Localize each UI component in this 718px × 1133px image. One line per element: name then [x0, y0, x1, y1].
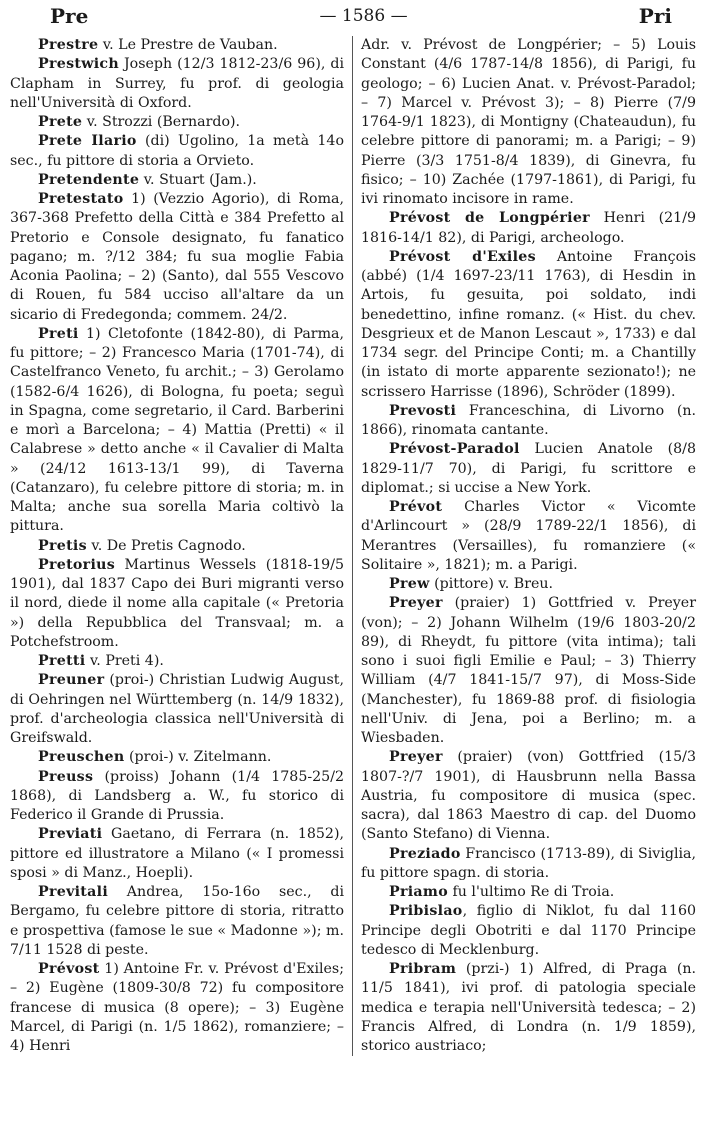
entry-headword: Prew: [389, 576, 430, 592]
left-column: [10, 36, 353, 1056]
entry-text: Franceschina, di Livorno (n. 1866), rinomata cantante.: [361, 402, 696, 438]
dictionary-entry: [361, 960, 696, 1056]
entry-text: (di) Ugolino, 1a metà 14o sec., fu pittore di storia a Orvieto.: [10, 133, 344, 169]
entry-text: Gaetano, di Ferrara (n. 1852), pittore ed illustratore a Milano (« I promessi sposi » di Manz., Hoepli).: [10, 826, 344, 881]
entry-headword: Preuss: [38, 768, 94, 785]
dictionary-entry: [361, 594, 696, 748]
entry-text: Adr. v. Prévost de Longpérier; – 5) Louis Constant (4/6 1787-14/8 1856), di Parigi, fu geologo; – 6) Lucien Anat. v. Prévost-Paradol; – 7) Marcel v. Prévost 3); – 8) Pierre (7/9 1764-9/1 1823), di Montigny (Chateaudun), fu celebre pittore di panorami; m. a Parigi; – 9) Pierre (3/3 1751-8/4 1839), di Ginevra, fu fisico; – 10) Zachée (1797-1861), di Parigi, fu ivi rinomato incisore in rame.: [361, 37, 696, 207]
entry-headword: Pretti: [38, 653, 86, 669]
entry-headword: Pretis: [38, 537, 87, 554]
entry-headword: Prete Ilario: [38, 133, 137, 150]
entry-text: (proiss) Johann (1/4 1785-25/2 1868), di Landsberg a. W., fu storico di Federico il Grande di Prussia.: [10, 768, 344, 823]
entry-text: (praier) (von) Gottfried (15/3 1807-?/7 1901), di Hausbrunn nella Bassa Austria, fu compositore di musica (spec. sacra), dal 1863 Maestro di cap. del Duomo (Santo Stefano) di Vienna.: [361, 749, 696, 843]
entry-headword: Pretorius: [38, 556, 116, 573]
dictionary-entry: [10, 190, 344, 325]
dictionary-entry: [10, 113, 344, 132]
entry-text: fu l'ultimo Re di Troia.: [448, 884, 615, 900]
header-right-guideword: Pri: [638, 4, 672, 28]
dictionary-entry: [361, 498, 696, 575]
entry-text: (praier) 1) Gottfried v. Preyer (von); – 2) Johann Wilhelm (19/6 1803-20/2 89), di Rheydt, fu pittore (vita intima); tali sono i suoi figli Emilie e Paul; – 3) Thierry William (4/7 1841-15/7 97), di Moss-Side (Manchester), fu 1869-88 prof. di fisiologia nell'Univ. di Jena, poi a Berlino; m. a Wiesbaden.: [361, 595, 696, 746]
entry-headword: Preti: [38, 325, 79, 342]
dictionary-entry: [10, 132, 344, 171]
entry-headword: Preyer: [389, 595, 443, 612]
entry-headword: Pretendente: [38, 171, 140, 188]
page-number: — 1586 —: [319, 6, 408, 26]
entry-text: Andrea, 15o-16o sec., di Bergamo, fu celebre pittore di storia, ritratto e prospettiva (famose le sue « Madonne »); m. 7/11 1528 di peste.: [10, 884, 344, 958]
entry-text: (proi-) Christian Ludwig August, di Oehringen nel Württemberg (n. 14/9 1832), prof. d'archeologia classica nell'Università di Greifswald.: [10, 672, 344, 746]
dictionary-entry: [10, 325, 344, 537]
entry-text: Antoine François (abbé) (1/4 1697-23/11 1763), di Hesdin in Artois, fu gesuita, poi soldato, indi benedettino, infine romanz. (« Hist. du chev. Desgrieux et de Manon Lescaut », 1733) e dal 1734 segr. del Principe Conti; m. a Chantilly (in istato di morte apparente sezionato!); ne scrissero Harrisse (1896), Schröder (1899).: [361, 248, 696, 400]
dictionary-entry: [361, 902, 696, 960]
dictionary-entry: [10, 537, 344, 556]
entry-text: , figlio di Niklot, fu dal 1160 Principe degli Obotriti e dal 1170 Principe tedesco di Mecklenburg.: [361, 903, 696, 958]
dictionary-entry: [10, 825, 344, 883]
right-column: [353, 36, 696, 1056]
entry-headword: Preuschen: [38, 749, 125, 766]
entry-text: 1) Antoine Fr. v. Prévost d'Exiles; – 2) Eugène (1809-30/8 72) fu compositore francese di musica (8 opere); – 3) Eugène Marcel, di Parigi (n. 1/5 1862), romanziere; – 4) Henri: [10, 961, 344, 1054]
entry-text: Charles Victor « Vicomte d'Arlincourt » (28/9 1789-22/1 1856), di Merantres (Versailles), fu romanziere (« Solitaire », 1821); m. a Parigi.: [361, 499, 696, 573]
dictionary-entry: [10, 748, 344, 767]
entry-text: Martinus Wessels (1818-19/5 1901), dal 1837 Capo dei Buri migranti verso il nord, diede il nome alla capitale (« Pretoria ») della Repubblica del Transvaal; m. a Potchefstroom.: [10, 556, 344, 650]
entry-headword: Pribislao: [389, 903, 463, 920]
entry-text: Henri (21/9 1816-14/1 82), di Parigi, archeologo.: [361, 210, 697, 246]
entry-headword: Preyer: [389, 749, 443, 766]
entry-headword: Prévot: [389, 499, 443, 515]
entry-headword: Previtali: [38, 884, 109, 900]
entry-text: Joseph (12/3 1812-23/6 96), di Clapham in Surrey, fu prof. di geologia nell'Università di Oxford.: [10, 56, 344, 111]
entry-headword: Prestwich: [38, 56, 119, 73]
entry-headword: Prévost de Longpérier: [389, 210, 590, 227]
entry-text: (pittore) v. Breu.: [429, 576, 554, 592]
entry-text: Lucien Anatole (8/8 1829-11/7 70), di Parigi, fu scrittore e diplomat.; si uccise a New York.: [361, 441, 696, 496]
dictionary-entry: [361, 402, 696, 441]
dictionary-entry: [361, 575, 696, 594]
columns: [10, 36, 712, 1056]
entry-text: (przi-) 1) Alfred, di Praga (n. 11/5 1841), ivi prof. di patologia speciale medica e terapia nell'Università tedesca; – 2) Francis Alfred, di Londra (n. 1/9 1859), storico austriaco;: [361, 961, 696, 1054]
dictionary-entry: [10, 36, 344, 55]
entry-headword: Prevosti: [389, 402, 457, 419]
entry-text: v. Strozzi (Bernardo).: [82, 114, 241, 130]
entry-headword: Previati: [38, 826, 103, 843]
dictionary-entry: [361, 748, 696, 844]
dictionary-entry: [361, 440, 696, 498]
entry-headword: Pretestato: [38, 191, 124, 207]
entry-text: v. Stuart (Jam.).: [139, 171, 257, 188]
entry-headword: Prévost-Paradol: [389, 441, 520, 458]
page-header: [10, 2, 712, 30]
entry-text: Francisco (1713-89), di Siviglia, fu pittore spagn. di storia.: [361, 845, 696, 881]
dictionary-entry: [361, 248, 696, 402]
entry-headword: Prévost d'Exiles: [389, 248, 536, 265]
header-left-guideword: Pre: [50, 4, 89, 28]
entry-headword: Preziado: [389, 845, 461, 862]
dictionary-entry: [361, 883, 696, 902]
dictionary-entry: [10, 671, 344, 748]
dictionary-entry: [10, 768, 344, 826]
dictionary-entry: [10, 883, 344, 960]
entry-text: v. Preti 4).: [85, 653, 164, 669]
entry-headword: Prete: [38, 114, 83, 130]
dictionary-entry: [10, 55, 344, 113]
dictionary-entry: [10, 652, 344, 671]
entry-text: v. Le Prestre de Vauban.: [98, 37, 278, 53]
dictionary-entry: [361, 845, 696, 884]
entry-headword: Prestre: [38, 37, 99, 53]
entry-headword: Preuner: [38, 672, 105, 689]
entry-text: v. De Pretis Cagnodo.: [86, 537, 246, 554]
dictionary-entry: [10, 171, 344, 190]
entry-headword: Priamo: [389, 884, 449, 900]
entry-text: 1) Cletofonte (1842-80), di Parma, fu pittore; – 2) Francesco Maria (1701-74), di Castelfranco Veneto, fu archit.; – 3) Gerolamo (1582-6/4 1626), di Bologna, fu poeta; seguì in Spagna, come segretario, il Card. Barberini e morì a Barcelona; – 4) Mattia (Pretti) « il Calabrese » detto anche « il Cavalier di Malta » (24/12 1613-13/1 99), di Taverna (Catanzaro), fu celebre pittore di storia; m. in Malta; anche sua sorella Maria coltivò la pittura.: [10, 325, 344, 535]
entry-headword: Pribram: [389, 961, 457, 977]
entry-text: (proi-) v. Zitelmann.: [124, 749, 272, 766]
entry-text: 1) (Vezzio Agorio), di Roma, 367-368 Prefetto della Città e 384 Prefetto al Pretorio e Console designato, fu fanatico pagano; m. ?/12 384; fu sua moglie Fabia Aconia Paolina; – 2) (Santo), dal 555 Vescovo di Rouen, fu 584 ucciso all'altare da un sicario di Fredegonda; commem. 24/2.: [10, 191, 344, 323]
dictionary-entry: [361, 209, 696, 248]
entry-headword: Prévost: [38, 961, 100, 977]
dictionary-entry: [10, 960, 344, 1056]
dictionary-entry: [361, 36, 696, 209]
dictionary-entry: [10, 556, 344, 652]
